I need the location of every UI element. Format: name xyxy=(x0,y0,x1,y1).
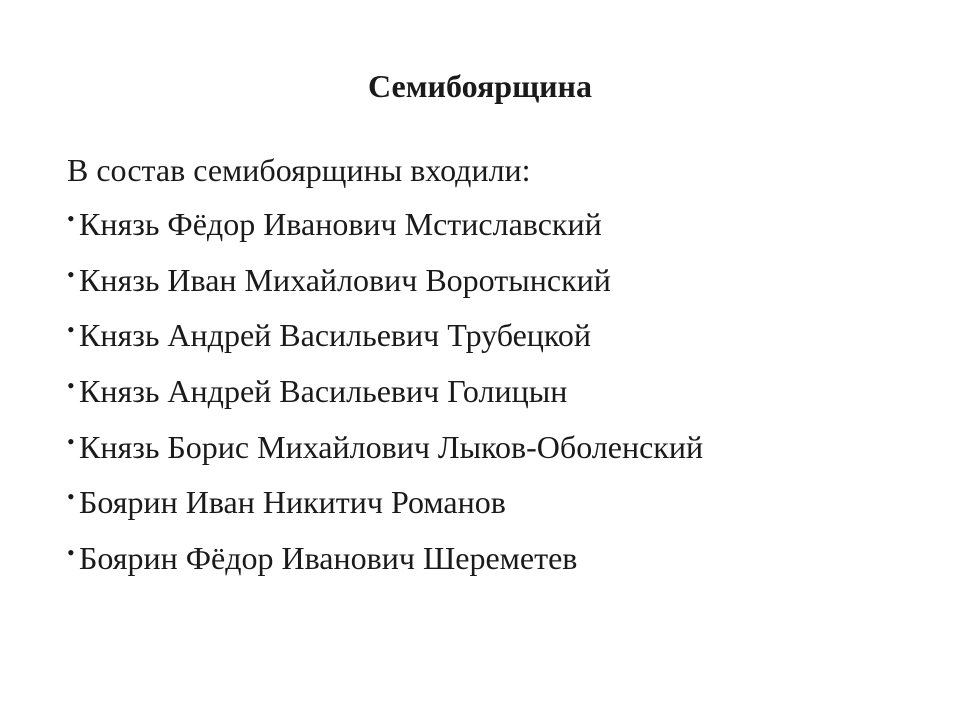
member-name: Князь Борис Михайлович Лыков-Оболенский xyxy=(79,428,704,465)
slide-title: Семибоярщина xyxy=(368,68,592,104)
bullet-icon: • xyxy=(67,261,75,287)
list-item xyxy=(67,258,703,314)
member-name: Князь Иван Михайлович Воротынский xyxy=(79,261,611,298)
members-list xyxy=(67,202,703,592)
bullet-icon: • xyxy=(67,373,75,399)
list-item xyxy=(67,202,703,258)
member-name: Князь Фёдор Иванович Мстиславский xyxy=(79,206,602,242)
list-item xyxy=(67,369,703,425)
list-item xyxy=(67,536,703,592)
list-item xyxy=(67,313,703,369)
member-name: Боярин Фёдор Иванович Шереметев xyxy=(79,540,578,577)
member-name: Князь Андрей Васильевич Трубецкой xyxy=(79,317,591,354)
member-name: Боярин Иван Никитич Романов xyxy=(79,484,506,521)
bullet-icon: • xyxy=(67,206,75,231)
bullet-icon: • xyxy=(67,317,75,343)
list-item xyxy=(67,425,703,481)
bullet-icon: • xyxy=(67,540,75,566)
member-name: Князь Андрей Васильевич Голицын xyxy=(79,373,568,410)
bullet-icon: • xyxy=(67,484,75,510)
list-item xyxy=(67,480,703,536)
bullet-icon: • xyxy=(67,428,75,454)
intro-text: В состав семибоярщины входили: xyxy=(67,152,531,188)
